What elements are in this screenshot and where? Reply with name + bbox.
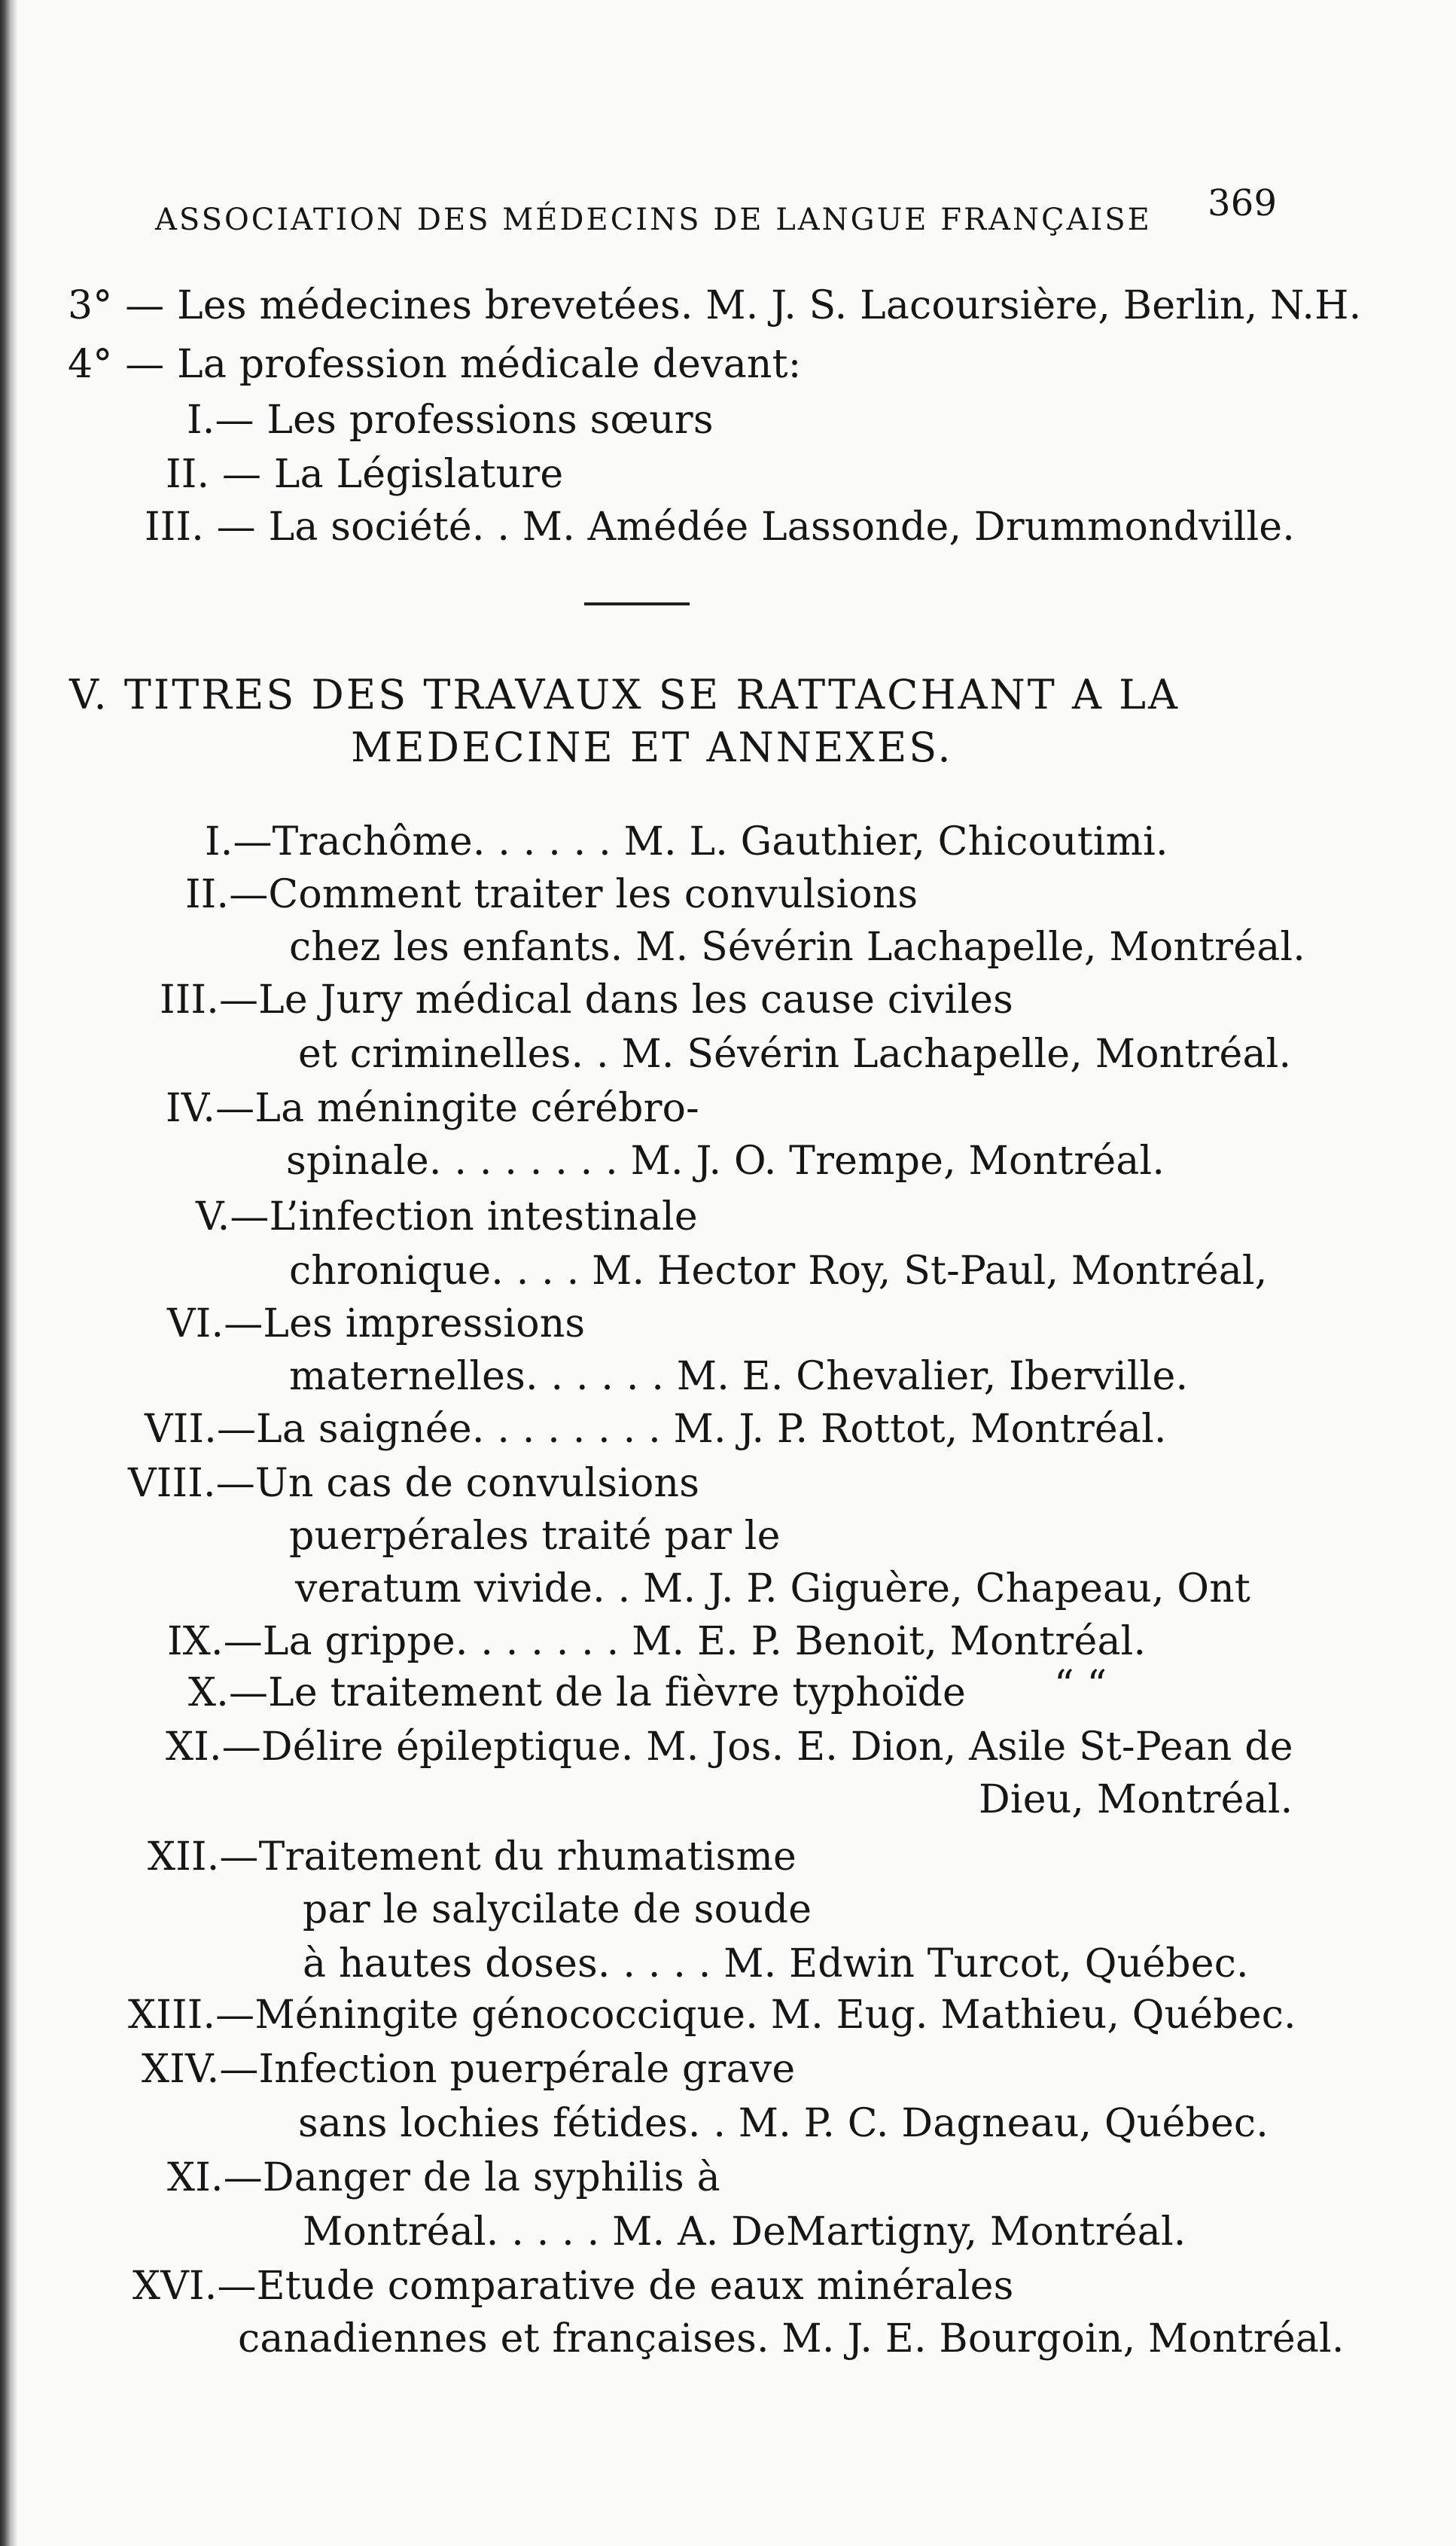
section-divider (584, 602, 690, 605)
entry-line: III.—Le Jury médical dans les cause civiles (160, 977, 1014, 1023)
entry-line: IX.—La grippe. . . . . . . M. E. P. Benoit, Montréal. (167, 1619, 1147, 1664)
item-3-line: 3° — Les médecines brevetées. M. J. S. Lacoursière, Berlin, N.H. (68, 283, 1362, 328)
entry-line: maternelles. . . . . . M. E. Chevalier, Iberville. (289, 1354, 1189, 1399)
subitem-line: II. — La Législature (166, 452, 564, 497)
entry-line: XIV.—Infection puerpérale grave (142, 2047, 796, 2092)
entry-line: VIII.—Un cas de convulsions (128, 1461, 700, 1506)
entry-line: X.—Le traitement de la fièvre typhoïde (188, 1670, 967, 1715)
entry-line: canadiennes et françaises. M. J. E. Bourgoin, Montréal. (238, 2316, 1345, 2362)
entry-line: Montréal. . . . . M. A. DeMartigny, Montréal. (303, 2209, 1186, 2255)
entry-line: veratum vivide. . M. J. P. Giguère, Chapeau, Ont (295, 1566, 1251, 1611)
running-title: ASSOCIATION DES MÉDECINS DE LANGUE FRANÇAISE (155, 203, 1152, 237)
entry-line: spinale. . . . . . . . M. J. O. Trempe, Montréal. (286, 1139, 1165, 1184)
page-binding-edge (0, 0, 18, 2546)
entry-line: XIII.—Méningite génococcique. M. Eug. Mathieu, Québec. (128, 1993, 1296, 2038)
section-title-line-2: MEDECINE ET ANNEXES. (351, 724, 953, 771)
entry-line: et criminelles. . M. Sévérin Lachapelle, Montréal. (298, 1032, 1292, 1077)
entry-line: puerpérales traité par le (289, 1514, 781, 1559)
entry-line: sans lochies fétides. . M. P. C. Dagneau, Québec. (298, 2101, 1269, 2146)
ditto-marks: “ “ (1054, 1663, 1107, 1708)
entry-line: VI.—Les impressions (167, 1301, 586, 1346)
item-4-line: 4° — La profession médicale devant: (68, 342, 802, 387)
entry-line: chez les enfants. M. Sévérin Lachapelle, Montréal. (289, 925, 1305, 970)
subitem-line: I.— Les professions sœurs (187, 398, 714, 443)
entry-line: XI.—Délire épileptique. M. Jos. E. Dion, Asile St-Pean de (166, 1724, 1293, 1770)
entry-line: XII.—Traitement du rhumatisme (148, 1834, 797, 1880)
entry-line: XVI.—Etude comparative de eaux minérales (133, 2264, 1014, 2309)
page-number: 369 (1208, 182, 1278, 224)
entry-line: V.—L’infection intestinale (196, 1194, 698, 1239)
subitem-line: III. — La société. . M. Amédée Lassonde, Drummondville. (145, 505, 1296, 550)
entry-line: par le salycilate de soude (303, 1887, 812, 1932)
entry-line: I.—Trachôme. . . . . . M. L. Gauthier, Chicoutimi. (205, 819, 1168, 864)
section-title-line-1: V. TITRES DES TRAVAUX SE RATTACHANT A LA (69, 671, 1180, 718)
entry-line: VII.—La saignée. . . . . . . . M. J. P. Rottot, Montréal. (145, 1407, 1167, 1452)
entry-line: Dieu, Montréal. (979, 1777, 1293, 1822)
entry-line: IV.—La méningite cérébro- (166, 1086, 699, 1131)
entry-line: chronique. . . . M. Hector Roy, St-Paul, Montréal, (289, 1249, 1268, 1294)
entry-line: XI.—Danger de la syphilis à (167, 2155, 720, 2200)
entry-line: II.—Comment traiter les convulsions (185, 872, 918, 917)
entry-line: à hautes doses. . . . . M. Edwin Turcot, Québec. (303, 1941, 1249, 1986)
